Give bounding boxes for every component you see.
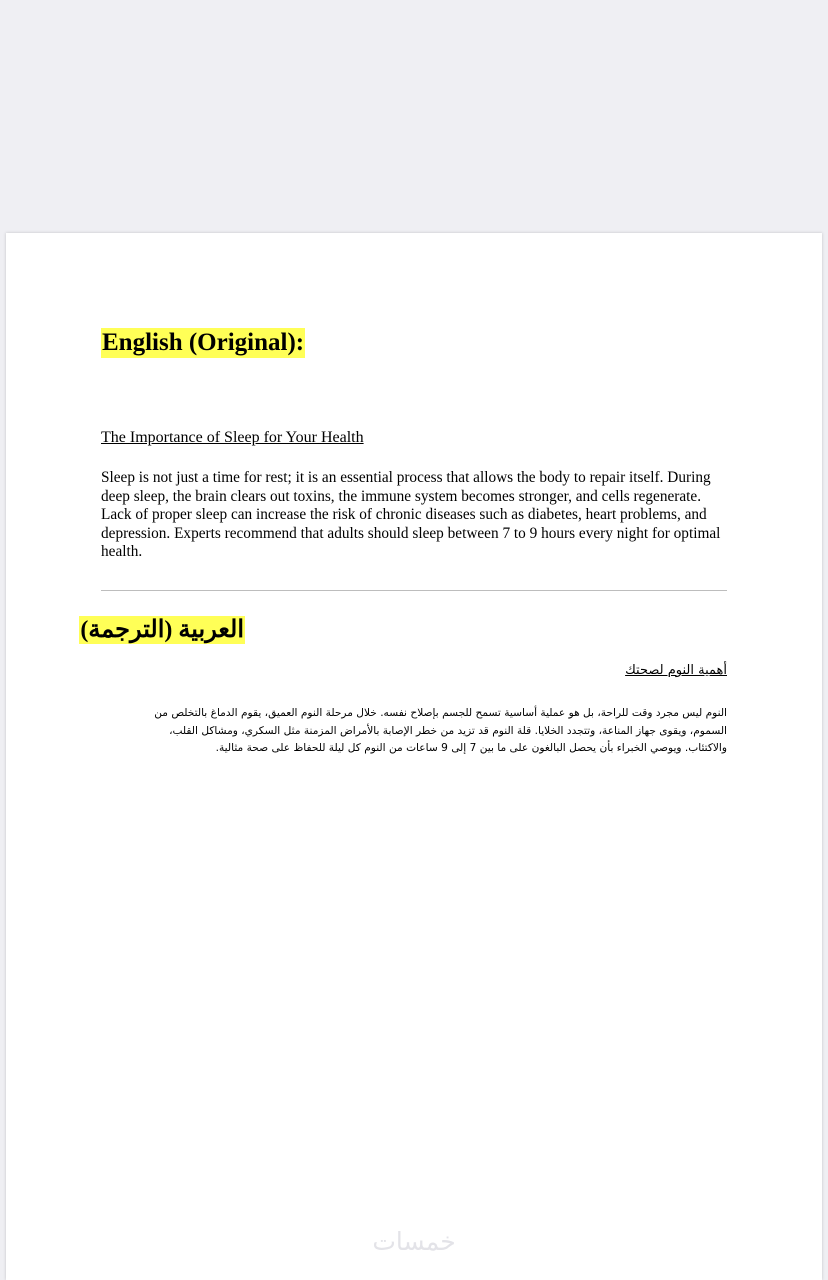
document-page [6, 233, 822, 1280]
english-section-heading: English (Original): [102, 329, 305, 356]
english-body-paragraph: Sleep is not just a time for rest; it is an essential process that allows the body to repair itself. During deep sleep, the brain clears out toxins, the immune system becomes stronger, and cells regenerate. Lack of proper sleep can increase the risk of chronic diseases such as diabetes, heart problems, and depression. Experts recommend that adults should sleep between 7 to 9 hours every night for optimal health. [101, 469, 721, 561]
english-article-title: The Importance of Sleep for Your Health [101, 429, 364, 446]
arabic-article-title: أهمية النوم لصحتك [625, 663, 727, 678]
section-divider [101, 590, 727, 591]
arabic-body-paragraph: النوم ليس مجرد وقت للراحة، بل هو عملية أساسية تسمح للجسم بإصلاح نفسه. خلال مرحلة النوم العميق، يقوم الدماغ بالتخلص من السموم، ويقوى جهاز المناعة، وتتجدد الخلايا. قلة النوم قد تزيد من خطر الإصابة بالأمراض المزمنة مثل السكري، ومشاكل القلب، والاكتئاب. ويوصي الخبراء بأن يحصل البالغون على ما بين 7 إلى 9 ساعات من النوم كل ليلة للحفاظ على صحة مثالية. [154, 707, 727, 754]
watermark-logo: خمسات [372, 1227, 456, 1256]
arabic-section-heading: العربية (الترجمة) [80, 617, 244, 643]
